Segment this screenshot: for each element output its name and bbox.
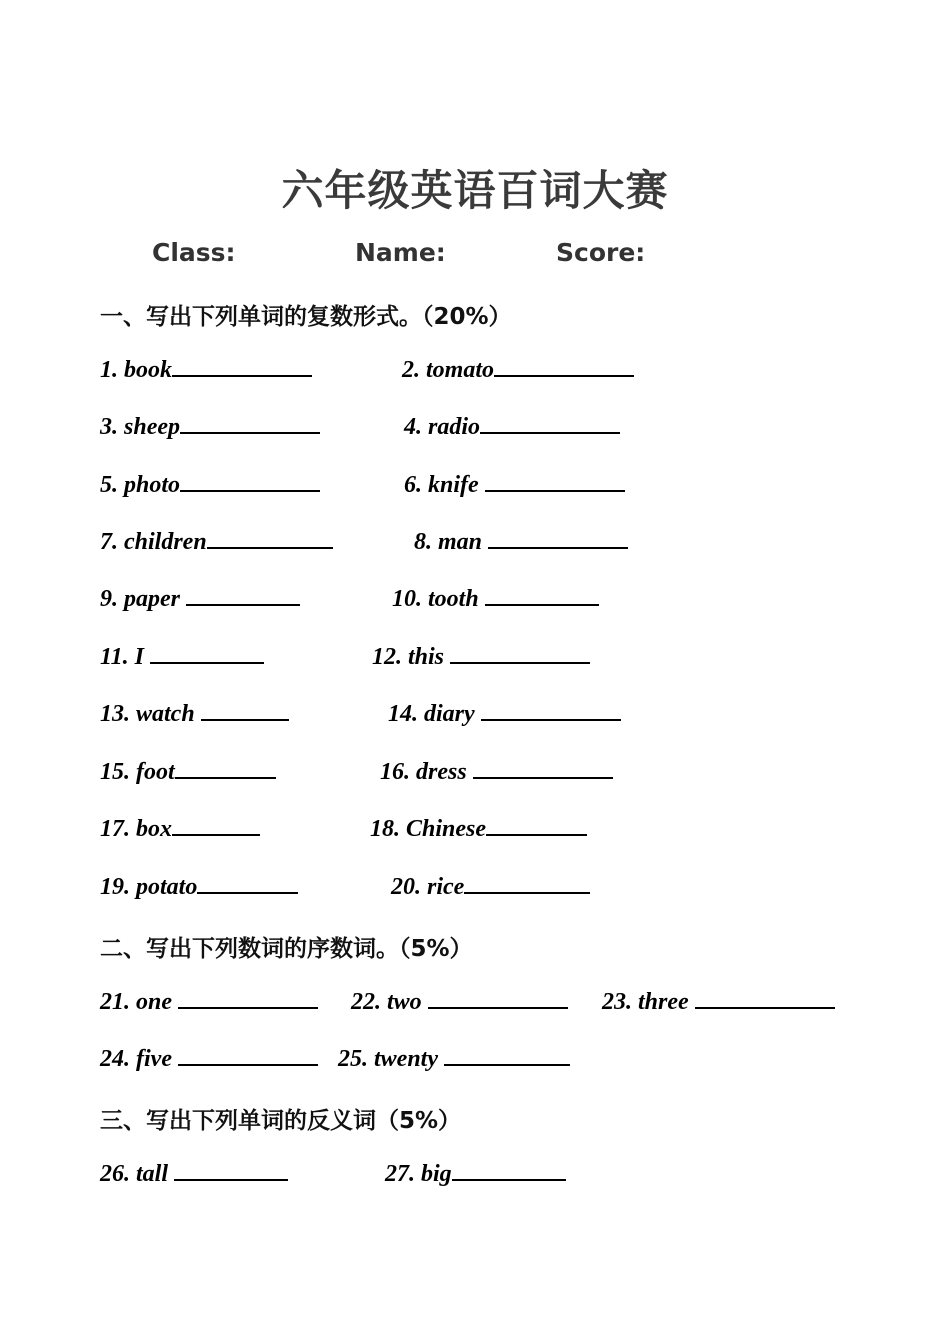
question-item: 27. big	[385, 1159, 566, 1188]
question-item: 26. tall	[100, 1159, 288, 1188]
question-item: 16. dress	[380, 757, 613, 786]
question-item: 7. children	[100, 527, 333, 556]
question-item: 21. one	[100, 987, 318, 1016]
page-title: 六年级英语百词大赛	[281, 166, 669, 215]
section-heading-antonyms: 三、写出下列单词的反义词（5%）	[100, 1108, 462, 1134]
question-item: 5. photo	[100, 470, 320, 499]
question-item: 25. twenty	[338, 1044, 570, 1073]
question-item: 22. two	[351, 987, 568, 1016]
section-heading-plurals: 一、写出下列单词的复数形式。（20%）	[100, 304, 512, 330]
question-item: 15. foot	[100, 757, 276, 786]
question-item: 23. three	[602, 987, 835, 1016]
score-label: Score:	[556, 238, 646, 267]
question-item: 1. book	[100, 355, 312, 384]
question-item: 3. sheep	[100, 412, 320, 441]
question-item: 19. potato	[100, 872, 298, 901]
question-item: 20. rice	[391, 872, 590, 901]
question-item: 13. watch	[100, 699, 289, 728]
question-item: 11. I	[100, 642, 264, 671]
question-item: 8. man	[414, 527, 628, 556]
section-heading-ordinals: 二、写出下列数词的序数词。（5%）	[100, 936, 473, 962]
question-item: 18. Chinese	[370, 814, 587, 843]
question-item: 10. tooth	[392, 584, 599, 613]
question-item: 12. this	[372, 642, 590, 671]
name-label: Name:	[355, 238, 446, 267]
question-item: 17. box	[100, 814, 260, 843]
question-item: 9. paper	[100, 584, 300, 613]
class-label: Class:	[152, 238, 236, 267]
question-item: 2. tomato	[402, 355, 634, 384]
question-item: 4. radio	[404, 412, 620, 441]
question-item: 14. diary	[388, 699, 621, 728]
question-item: 24. five	[100, 1044, 318, 1073]
question-item: 6. knife	[404, 470, 625, 499]
